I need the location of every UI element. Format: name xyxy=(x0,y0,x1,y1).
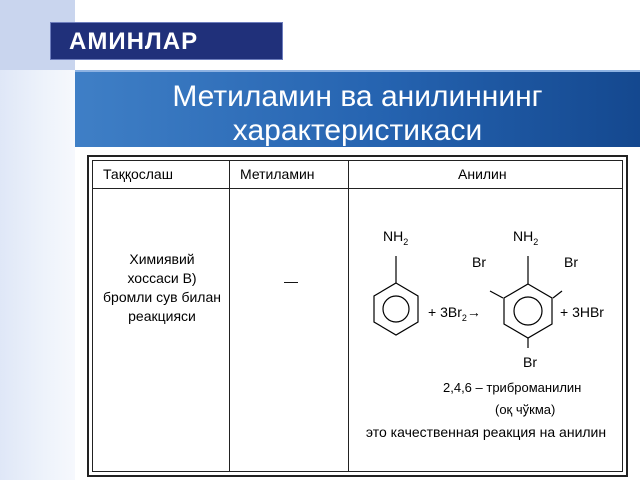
comparison-table xyxy=(87,155,628,477)
section-badge: АМИНЛАР xyxy=(50,22,283,60)
methylamine-cell-text: — xyxy=(284,273,298,289)
header-aniline: Анилин xyxy=(458,166,507,182)
nh2-label-right: $NH_2$ xyxy=(513,228,539,247)
compare-cell-text: Химиявий хоссаси В) бромли сув билан реакцияси xyxy=(103,251,221,324)
header-divider xyxy=(230,188,348,189)
benzene-ring-aniline xyxy=(371,256,421,366)
header-compare: Таққослаш xyxy=(103,166,173,182)
table-inner-border xyxy=(92,160,623,472)
qualitative-note: это качественная реакция на анилин xyxy=(365,424,607,440)
slide-title: Метиламин ва анилиннинг характеристикаси xyxy=(172,80,543,147)
nh2-label-left: $NH_2$ xyxy=(383,228,409,247)
br-label-bottom: Br xyxy=(523,354,537,370)
benzene-ring-product xyxy=(500,256,560,366)
precipitate-label: (оқ чўкма) xyxy=(495,402,556,417)
title-band-edge xyxy=(75,70,640,72)
column-divider xyxy=(229,161,230,471)
reagent-bromine: + $3Br_2\to$ xyxy=(428,304,481,323)
header-methylamine: Метиламин xyxy=(240,166,315,182)
column-divider xyxy=(348,161,349,471)
product-name: 2,4,6 – триброманилин xyxy=(443,380,582,395)
product-hbr: + 3HBr xyxy=(560,304,604,320)
header-divider xyxy=(93,188,229,189)
left-decor-stripe xyxy=(0,0,75,480)
br-label-top-right: Br xyxy=(564,254,578,270)
br-label-top-left: Br xyxy=(472,254,486,270)
header-divider xyxy=(349,188,622,189)
